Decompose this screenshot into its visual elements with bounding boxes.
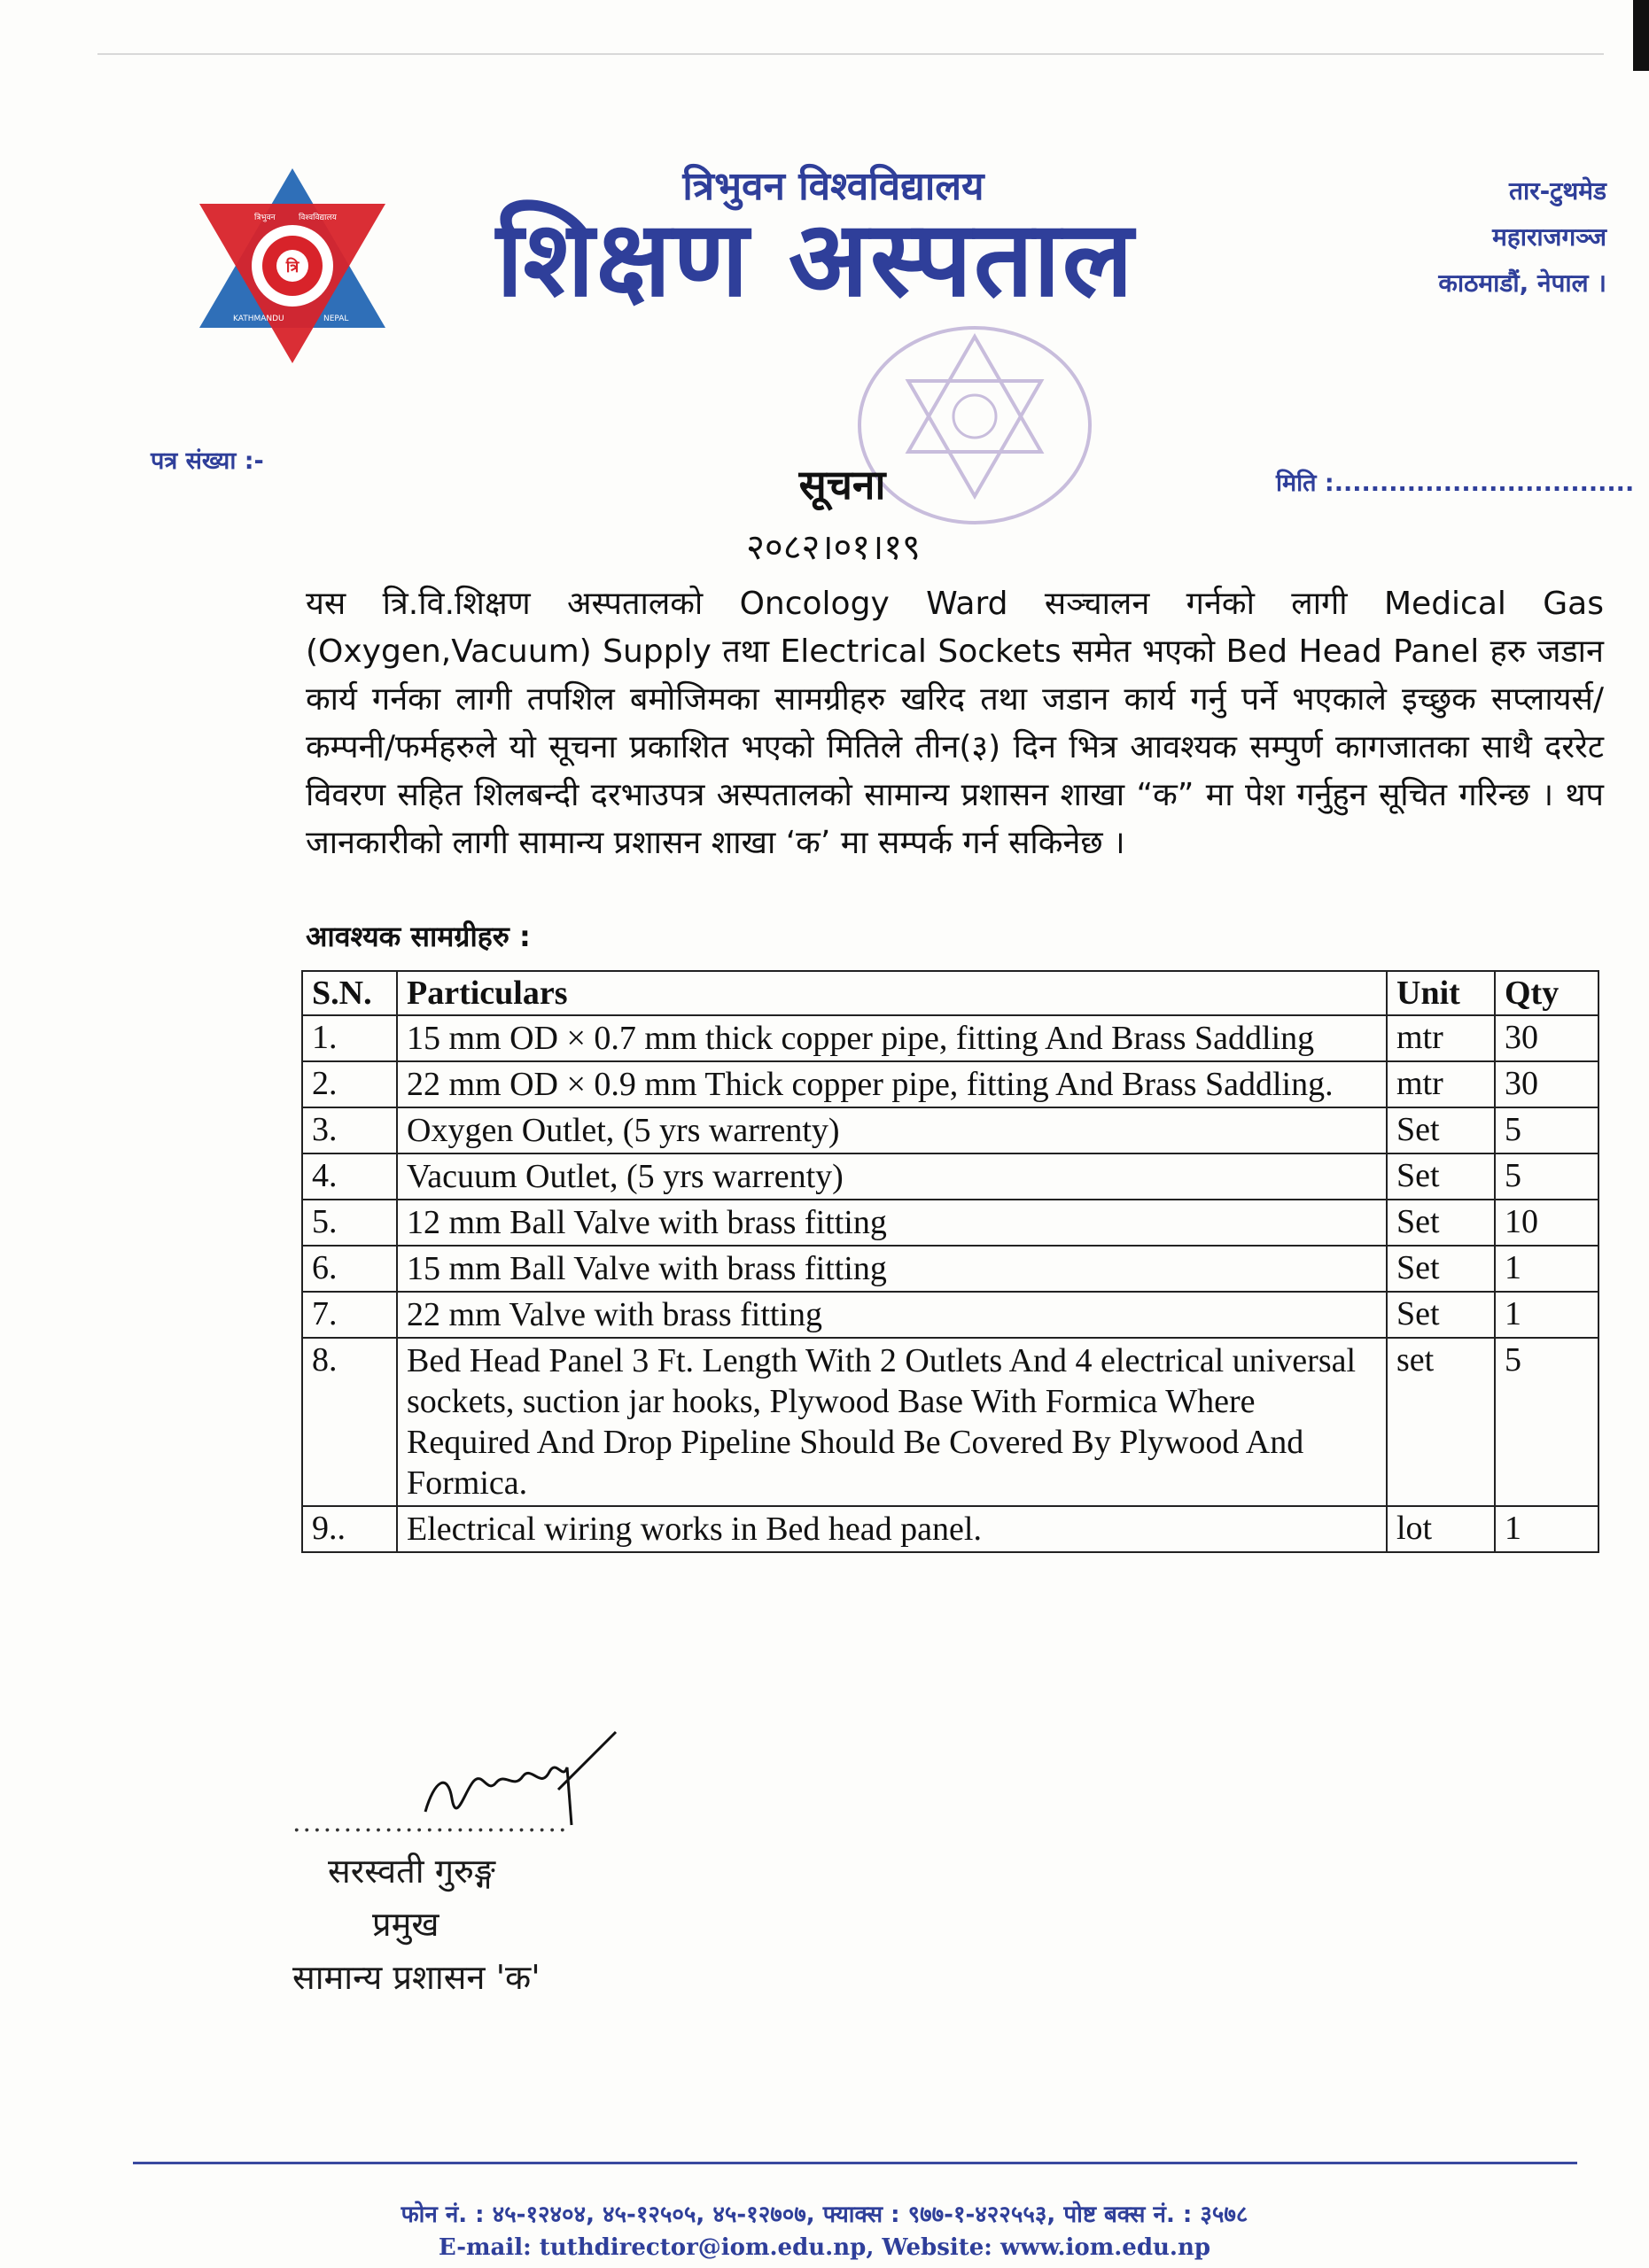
header-sn: S.N.	[302, 971, 397, 1015]
logo-text-2: विश्वविद्यालय	[299, 214, 337, 222]
table-row	[302, 1506, 1598, 1552]
cell-unit: Set	[1387, 1107, 1495, 1153]
table-row	[302, 1200, 1598, 1246]
cell-unit: mtr	[1387, 1015, 1495, 1061]
cell-unit: lot	[1387, 1506, 1495, 1552]
table-row	[302, 1153, 1598, 1200]
logo-text-1: त्रिभुवन	[254, 214, 276, 222]
cell-qty: 1	[1495, 1506, 1598, 1552]
cell-sn: 7.	[302, 1292, 397, 1338]
notice-date: २०८२।०१।१९	[746, 527, 921, 568]
cell-sn: 5.	[302, 1200, 397, 1246]
table-row	[302, 1061, 1598, 1107]
cell-sn: 1.	[302, 1015, 397, 1061]
cell-qty: 1	[1495, 1292, 1598, 1338]
svg-text:त्रि: त्रि	[285, 258, 299, 276]
cell-qty: 5	[1495, 1107, 1598, 1153]
cell-particulars: 12 mm Ball Valve with brass fitting	[397, 1200, 1387, 1246]
cell-sn: 6.	[302, 1246, 397, 1292]
cell-particulars: 22 mm Valve with brass fitting	[397, 1292, 1387, 1338]
cell-particulars: Bed Head Panel 3 Ft. Length With 2 Outlets And 4 electrical universal sockets, suction jar hooks, Plywood Base With Formica Where Required And Drop Pipeline Should Be Covered By Plywood And Formica.	[397, 1338, 1387, 1506]
cell-qty: 30	[1495, 1061, 1598, 1107]
table-row	[302, 1292, 1598, 1338]
scan-edge-mark	[1633, 0, 1649, 71]
cell-unit: Set	[1387, 1246, 1495, 1292]
header-unit: Unit	[1387, 971, 1495, 1015]
table-row	[302, 1107, 1598, 1153]
signatory-department: सामान्य प्रशासन 'क'	[292, 1958, 541, 1997]
footer-divider	[133, 2162, 1577, 2164]
cell-qty: 30	[1495, 1015, 1598, 1061]
top-edge-line	[97, 53, 1604, 55]
required-items-label: आवश्यक सामग्रीहरु :	[306, 920, 531, 953]
footer-email: E-mail: tuthdirector@iom.edu.np, Website: www.iom.edu.np	[438, 2234, 1211, 2261]
cell-qty: 10	[1495, 1200, 1598, 1246]
items-table	[301, 970, 1599, 1553]
hospital-name: शिक्षण अस्पताल	[496, 198, 1135, 320]
signature-dots: ...........................	[292, 1807, 569, 1838]
signatory-name: सरस्वती गुरुङ्ग	[328, 1852, 495, 1891]
letter-number-label: पत्र संख्या :-	[151, 447, 264, 475]
date-label: मिति :.................................	[1276, 470, 1635, 497]
header-qty: Qty	[1495, 971, 1598, 1015]
cell-unit: set	[1387, 1338, 1495, 1506]
cell-particulars: 15 mm OD × 0.7 mm thick copper pipe, fitting And Brass Saddling	[397, 1015, 1387, 1061]
cell-qty: 5	[1495, 1338, 1598, 1506]
cell-sn: 2.	[302, 1061, 397, 1107]
table-row	[302, 1338, 1598, 1506]
address-line: काठमाडौं, नेपाल ।	[1438, 268, 1606, 298]
notice-title: सूचना	[798, 461, 886, 509]
table-row	[302, 1015, 1598, 1061]
cell-particulars: 15 mm Ball Valve with brass fitting	[397, 1246, 1387, 1292]
header-particulars: Particulars	[397, 971, 1387, 1015]
footer-phone: फोन नं. : ४५-१२४०४, ४५-१२५०५, ४५-१२७०७, फ्याक्स : ९७७-१-४२२५५३, पोष्ट बक्स नं. : ३५७८	[401, 2202, 1248, 2228]
table-header-row	[302, 971, 1598, 1015]
cell-unit: Set	[1387, 1292, 1495, 1338]
cell-sn: 4.	[302, 1153, 397, 1200]
address-line: महाराजगञ्ज	[1492, 222, 1606, 252]
cell-particulars: Vacuum Outlet, (5 yrs warrenty)	[397, 1153, 1387, 1200]
cell-particulars: 22 mm OD × 0.9 mm Thick copper pipe, fitting And Brass Saddling.	[397, 1061, 1387, 1107]
address-line: तार-टुथमेड	[1508, 176, 1606, 206]
cell-unit: mtr	[1387, 1061, 1495, 1107]
signatory-role: प्रमुख	[372, 1905, 439, 1944]
cell-particulars: Oxygen Outlet, (5 yrs warrenty)	[397, 1107, 1387, 1153]
cell-unit: Set	[1387, 1153, 1495, 1200]
table-row	[302, 1246, 1598, 1292]
cell-qty: 5	[1495, 1153, 1598, 1200]
notice-body: यस त्रि.वि.शिक्षण अस्पतालको Oncology Ward सञ्चालन गर्नको लागी Medical Gas (Oxygen,Vacuum) Supply तथा Electrical Sockets समेत भएको Bed Head Panel हरु जडान कार्य गर्नका लागी तपशिल बमोजिमका सामग्रीहरु खरिद तथा जडान कार्य गर्नु पर्ने भएकाले इच्छुक सप्लायर्स/कम्पनी/फर्महरुले यो सूचना प्रकाशित भएको मितिले तीन(३) दिन भित्र आवश्यक सम्पुर्ण कागजातका साथै दररेट विवरण सहित शिलबन्दी दरभाउपत्र अस्पतालको सामान्य प्रशासन शाखा “क” मा पेश गर्नुहुन सूचित गरिन्छ । थप जानकारीको लागी सामान्य प्रशासन शाखा ‘क’ मा सम्पर्क गर्न सकिनेछ ।	[306, 586, 1604, 861]
cell-sn: 9..	[302, 1506, 397, 1552]
university-name: त्रिभुवन विश्वविद्यालय	[682, 164, 984, 209]
cell-qty: 1	[1495, 1246, 1598, 1292]
cell-particulars: Electrical wiring works in Bed head panel.	[397, 1506, 1387, 1552]
cell-sn: 3.	[302, 1107, 397, 1153]
logo-text-3: KATHMANDU	[233, 315, 284, 323]
address-block	[1323, 168, 1606, 307]
logo-text-4: NEPAL	[323, 315, 349, 323]
cell-sn: 8.	[302, 1338, 397, 1506]
cell-unit: Set	[1387, 1200, 1495, 1246]
